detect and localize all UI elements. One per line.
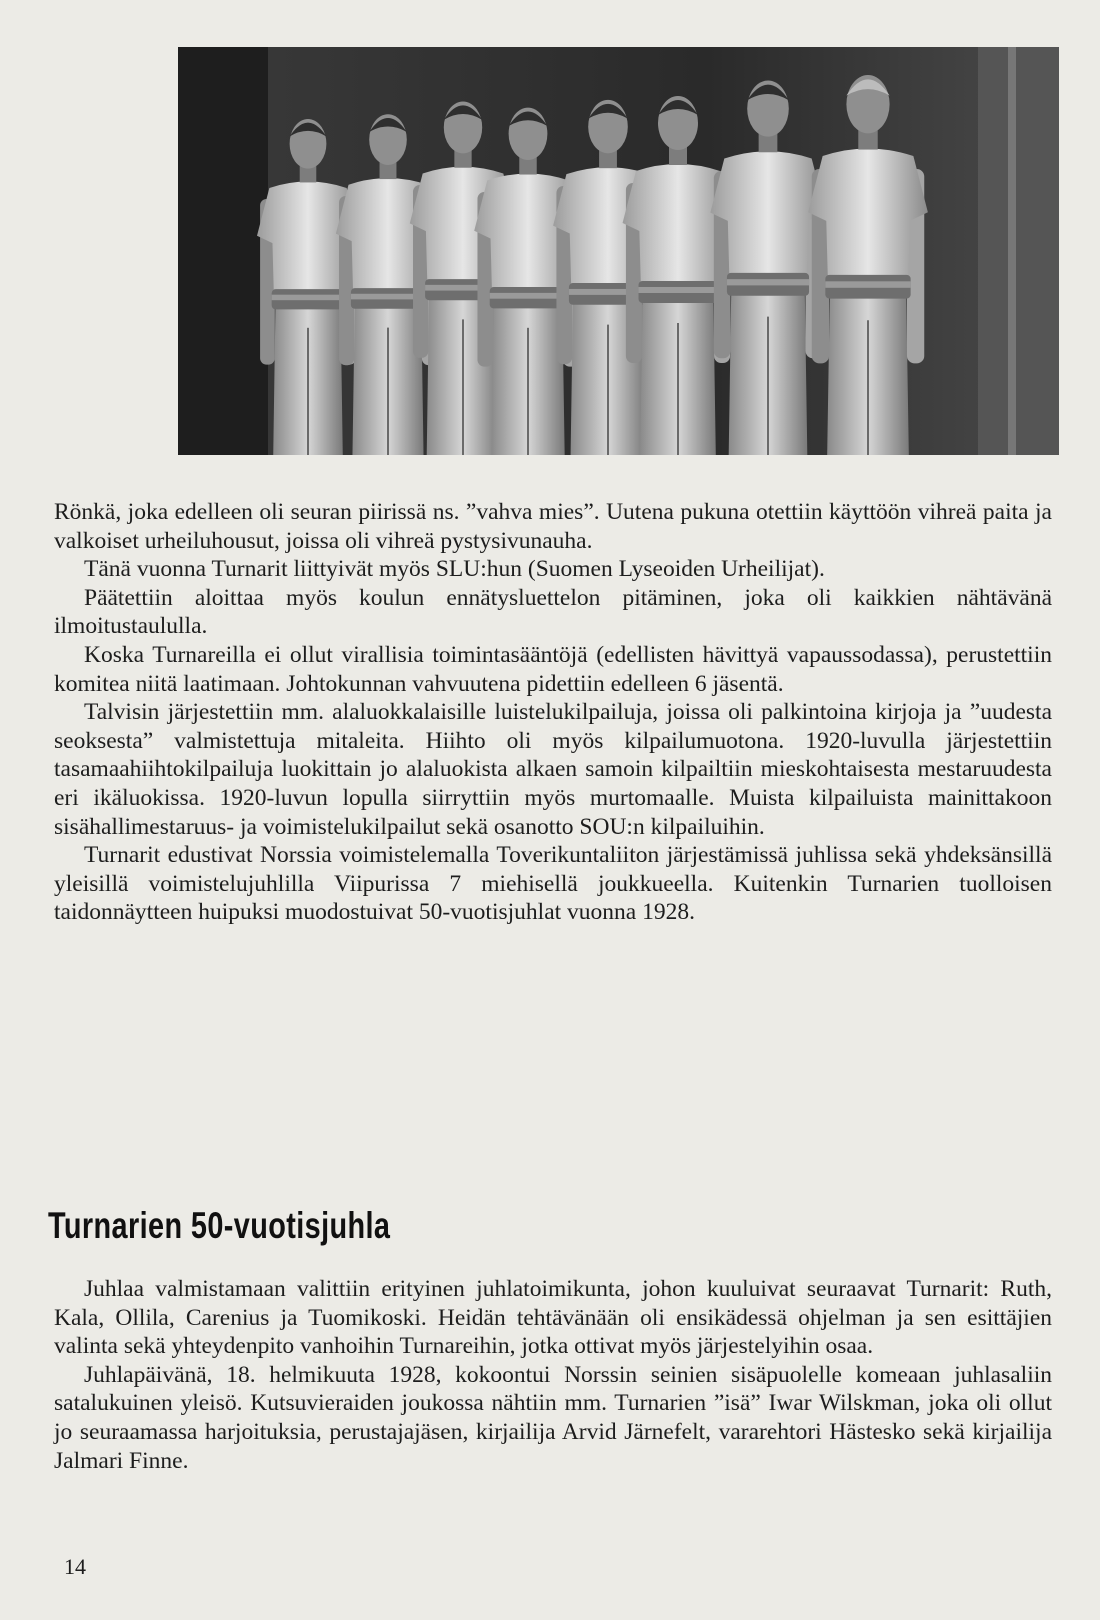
paragraph: Turnarit edustivat Norssia voimistelemalla Toverikuntaliiton järjestämissä juhlissa sekä yhdeksänsillä yleisillä voimistelujuhlilla Viipurissa 7 miehisellä joukkueella. Kuitenkin Turnarien tuolloisen taidonnäytteen huipuksi muodostuivat 50-vuotisjuhlat vuonna 1928. [54, 842, 1052, 926]
group-photo [178, 47, 1059, 455]
paragraph: Juhlaa valmistamaan valittiin erityinen juhlatoimikunta, johon kuuluivat seuraavat Turnarit: Ruth, Kala, Ollila, Carenius ja Tuomikoski. Heidän tehtävänään oli ensikädessä ohjelman ja sen esittäjien valinta sekä yhteydenpito vanhoihin Turnareihin, jotka ottivat myös järjestelyihin osaa. [54, 1276, 1052, 1360]
paragraph: Tänä vuonna Turnarit liittyivät myös SLU:hun (Suomen Lyseoiden Urheilijat). [84, 556, 825, 583]
paragraph: Juhlapäivänä, 18. helmikuuta 1928, kokoontui Norssin seinien sisäpuolelle komeaan juhlasaliin satalukuinen yleisö. Kutsuvieraiden joukossa nähtiin mm. Turnarien ”isä” Iwar Wilskman, joka oli ollut jo seuraamassa harjoituksia, perustajajäsen, kirjailija Arvid Järnefelt, vararehtori Hästesko sekä kirjailija Jalmari Finne. [54, 1361, 1052, 1474]
article-body-bottom [54, 1275, 1052, 1475]
paragraph: Koska Turnareilla ei ollut virallisia toimintasääntöjä (edellisten hävittyä vapaussodassa), perustettiin komitea niitä laatimaan. Johtokunnan vahvuutena pidettiin edelleen 6 jäsentä. [54, 641, 1052, 697]
paragraph: Talvisin järjestettiin mm. alaluokkalaisille luistelukilpailuja, joissa oli palkintoina kirjoja ja ”uudesta seoksesta” valmistettuja mitaleita. Hiihto oli myös kilpailumuotona. 1920-luvulla järjestettiin tasamaahiihtokilpailuja luokittain jo alaluokista alkaen samoin kilpailtiin mieskohtaisesta mestaruudesta eri ikäluokissa. 1920-luvun lopulla siirryttiin myös murtomaalle. Muista kilpailuista mainittakoon sisähallimestaruus- ja voimistelukilpailut sekä osanotto SOU:n kilpailuihin. [54, 699, 1052, 840]
page-number: 14 [64, 1554, 86, 1579]
paragraph: Päätettiin aloittaa myös koulun ennätysluettelon pitäminen, joka oli kaikkien nähtävänä ilmoitustaululla. [54, 584, 1052, 640]
section-heading: Turnarien 50-vuotisjuhla [48, 1205, 391, 1246]
paragraph: Rönkä, joka edelleen oli seuran piirissä ns. ”vahva mies”. Uutena pukuna otettiin käyttöön vihreä paita ja valkoiset urheiluhousut, joissa oli vihreä pystysivunauha. [54, 499, 1052, 554]
article-body-top [54, 498, 1052, 927]
gymnasts-photo-illustration [178, 47, 1059, 455]
